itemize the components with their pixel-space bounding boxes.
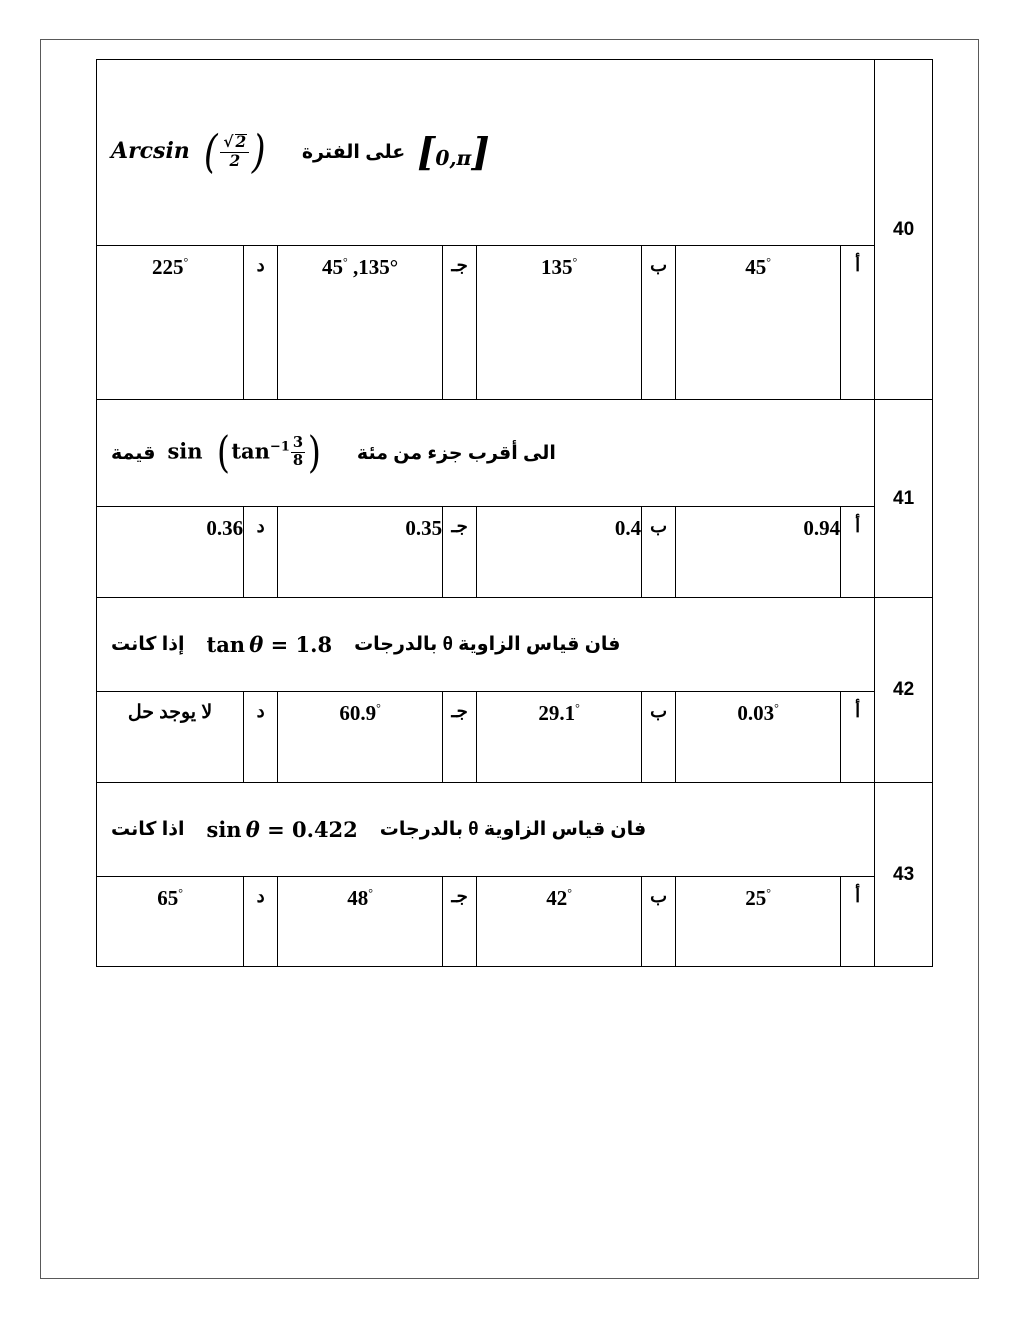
option-value-43-b[interactable]: 42°	[477, 877, 642, 967]
sin-arctan-expression: sin ( $\tan^{-1}$ $\frac{3}{8}$ )	[167, 427, 322, 478]
question-row-42	[97, 598, 933, 692]
option-key-42-c[interactable]: جـ	[443, 692, 477, 783]
question-number-40: 40	[875, 60, 933, 400]
option-value-41-c[interactable]: 0.35	[278, 507, 443, 598]
degree-icon: °	[343, 256, 348, 269]
options-row-43	[97, 877, 933, 967]
question-text-40	[97, 60, 875, 246]
degree-icon: °	[178, 887, 183, 900]
option-value-41-d[interactable]: 0.36	[97, 507, 244, 598]
option-value-43-a[interactable]: 25°	[676, 877, 841, 967]
condition-trailing-42: فان قياس الزاوية θ بالدرجات	[354, 634, 621, 655]
option-value-40-b[interactable]: 135°	[477, 246, 642, 400]
quiz-table	[96, 59, 933, 967]
option-value-40-c[interactable]: 135°, 45°	[278, 246, 443, 400]
condition-lead-42: إذا كانت	[111, 634, 185, 655]
degree-icon: °	[766, 887, 771, 900]
option-key-43-a[interactable]: أ	[841, 877, 875, 967]
option-value-42-a[interactable]: 0.03°	[676, 692, 841, 783]
degree-icon: °	[376, 702, 381, 715]
question-text-41	[97, 400, 875, 507]
degree-icon: °	[774, 702, 779, 715]
question-row-41	[97, 400, 933, 507]
option-value-40-a[interactable]: 45°	[676, 246, 841, 400]
option-key-40-c[interactable]: جـ	[443, 246, 477, 400]
value-label-41: قيمة	[111, 442, 156, 464]
option-key-40-d[interactable]: د	[244, 246, 278, 400]
options-row-42	[97, 692, 933, 783]
options-row-41	[97, 507, 933, 598]
degree-icon: °	[572, 256, 578, 269]
option-key-41-a[interactable]: أ	[841, 507, 875, 598]
option-value-41-a[interactable]: 0.94	[676, 507, 841, 598]
option-value-43-c[interactable]: 48°	[278, 877, 443, 967]
option-value-42-b[interactable]: 29.1°	[477, 692, 642, 783]
degree-icon: °	[183, 256, 189, 269]
sin-equation-43: sin θ = 0.422	[206, 817, 358, 842]
rounding-instruction-41: الى أقرب جزء من مئة	[356, 442, 556, 464]
option-value-40-d[interactable]: 225°	[97, 246, 244, 400]
option-value-41-b[interactable]: 0.4	[477, 507, 642, 598]
option-key-43-d[interactable]: د	[244, 877, 278, 967]
arcsin-expression: Arcsin ( $\frac{√ 2}{2}$ )	[111, 125, 266, 179]
option-value-42-d[interactable]: لا يوجد حل	[97, 692, 244, 783]
interval-label-40: على الفترة	[301, 142, 406, 163]
question-number-43: 43	[875, 783, 933, 967]
degree-icon: °	[567, 887, 572, 900]
question-number-42: 42	[875, 598, 933, 783]
interval-40: [0,π]	[417, 130, 490, 175]
condition-lead-43: اذا كانت	[111, 819, 185, 840]
option-value-43-d[interactable]: 65°	[97, 877, 244, 967]
option-key-43-b[interactable]: ب	[642, 877, 676, 967]
option-key-41-c[interactable]: جـ	[443, 507, 477, 598]
option-key-42-d[interactable]: د	[244, 692, 278, 783]
question-row-43	[97, 783, 933, 877]
options-row-40	[97, 246, 933, 400]
condition-trailing-43: فان قياس الزاوية θ بالدرجات	[379, 819, 647, 840]
option-key-41-b[interactable]: ب	[642, 507, 676, 598]
option-key-41-d[interactable]: د	[244, 507, 278, 598]
degree-icon: °	[575, 702, 580, 715]
option-key-43-c[interactable]: جـ	[443, 877, 477, 967]
option-key-42-a[interactable]: أ	[841, 692, 875, 783]
degree-icon: °	[368, 887, 373, 900]
option-value-42-c[interactable]: 60.9°	[278, 692, 443, 783]
question-text-43	[97, 783, 875, 877]
tan-equation-42: tan θ = 1.8	[206, 632, 333, 657]
question-number-41: 41	[875, 400, 933, 598]
option-key-42-b[interactable]: ب	[642, 692, 676, 783]
degree-icon: °	[766, 256, 771, 269]
option-key-40-b[interactable]: ب	[642, 246, 676, 400]
option-key-40-a[interactable]: أ	[841, 246, 875, 400]
question-text-42	[97, 598, 875, 692]
question-row-40	[97, 60, 933, 246]
